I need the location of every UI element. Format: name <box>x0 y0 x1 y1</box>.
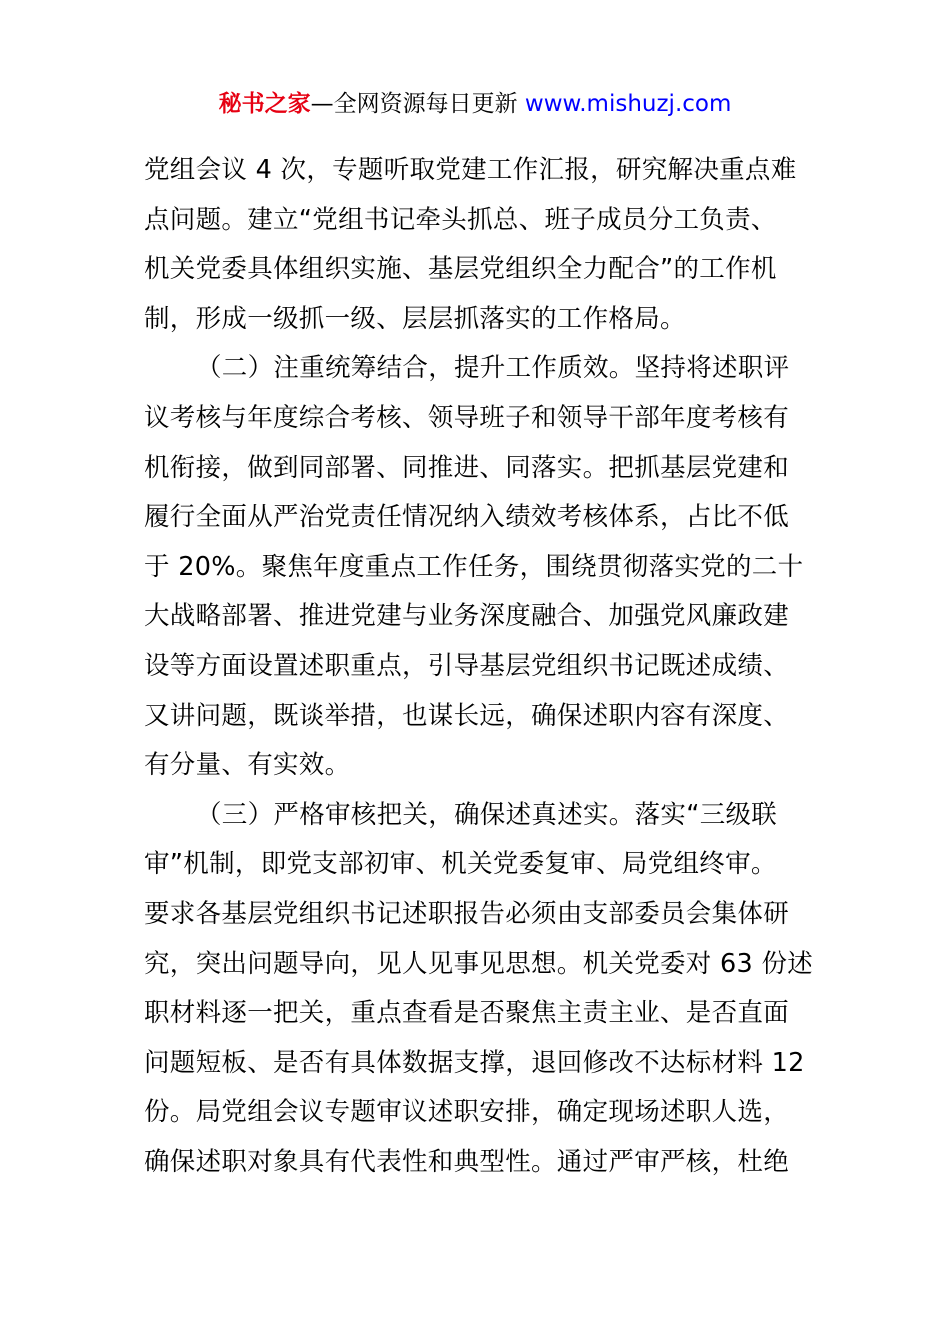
text-line: 制，形成一级抓一级、层层抓落实的工作格局。 <box>144 303 686 334</box>
text-line: 有分量、有实效。 <box>144 750 351 781</box>
text-line: 点问题。建立“党组书记牵头抓总、班子成员分工负责、 <box>144 204 777 235</box>
text-line: 职材料逐一把关，重点查看是否聚焦主责主业、是否直面 <box>144 998 790 1029</box>
document-body <box>144 146 814 1187</box>
text-line: 又讲问题，既谈举措，也谋长远，确保述职内容有深度、 <box>144 700 790 731</box>
header-tagline: —全网资源每日更新 <box>310 91 525 117</box>
header-brand: 秘书之家 <box>218 91 311 117</box>
section-heading-line: （二）注重统筹结合，提升工作质效。坚持将述职评 <box>196 353 790 384</box>
page-header <box>0 88 950 120</box>
text-line: 份。局党组会议专题审议述职安排，确定现场述职人选， <box>144 1097 790 1128</box>
text-line: 大战略部署、推进党建与业务深度融合、加强党风廉政建 <box>144 601 790 632</box>
text-line: 确保述职对象具有代表性和典型性。通过严审严核，杜绝 <box>144 1146 790 1177</box>
text-line: 党组会议 4 次，专题听取党建工作汇报，研究解决重点难 <box>144 155 797 185</box>
text-line: 履行全面从严治党责任情况纳入绩效考核体系，占比不低 <box>144 502 790 533</box>
text-line: 要求各基层党组织书记述职报告必须由支部委员会集体研 <box>144 898 790 929</box>
text-line: 机关党委具体组织实施、基层党组织全力配合”的工作机 <box>144 254 777 285</box>
text-line: 设等方面设置述职重点，引导基层党组织书记既述成绩、 <box>144 650 790 681</box>
header-site-link[interactable]: www.mishuzj.com <box>524 91 732 117</box>
text-line: 审”机制，即党支部初审、机关党委复审、局党组终审。 <box>144 849 777 880</box>
section-heading-line: （三）严格审核把关，确保述真述实。落实“三级联 <box>196 799 778 830</box>
text-line: 问题短板、是否有具体数据支撑，退回修改不达标材料 12 <box>144 1047 805 1078</box>
text-line: 于 20%。聚焦年度重点工作任务，围绕贯彻落实党的二十 <box>144 551 804 582</box>
text-line: 机衔接，做到同部署、同推进、同落实。把抓基层党建和 <box>144 452 790 483</box>
text-line: 议考核与年度综合考核、领导班子和领导干部年度考核有 <box>144 402 790 433</box>
text-line: 究，突出问题导向，见人见事见思想。机关党委对 63 份述 <box>144 948 814 979</box>
